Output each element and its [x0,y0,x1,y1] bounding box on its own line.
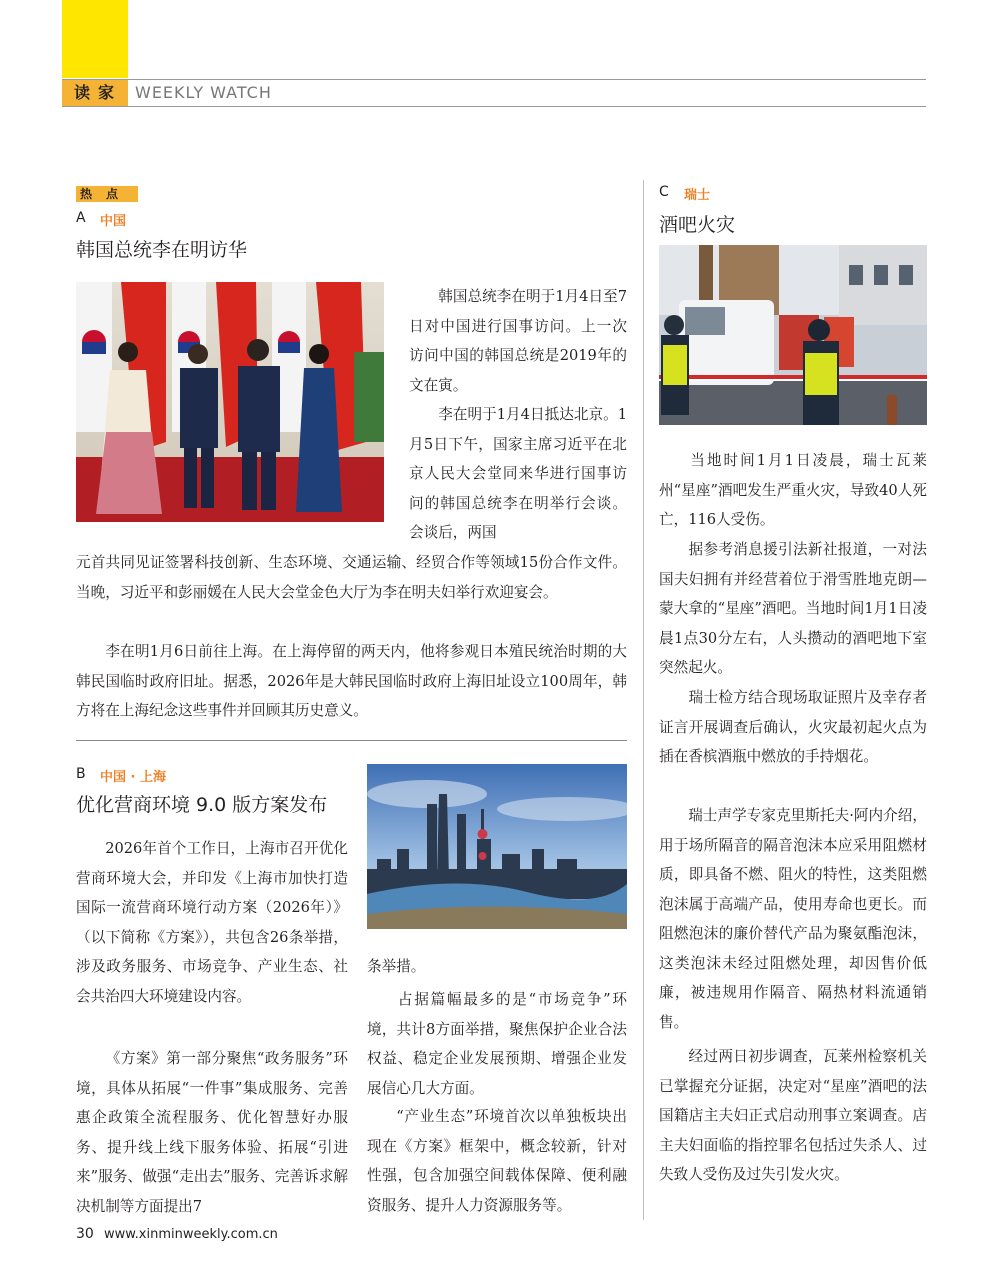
column-divider [643,180,644,1220]
section-a-paragraph-2b: 元首共同见证签署科技创新、生态环境、交通运输、经贸合作等领域15份合作文件。当晚，习近平和彭丽媛在人民大会堂金色大厅为李在明夫妇举行欢迎宴会。 [76,554,627,601]
section-a-letter: A [76,210,86,226]
section-a-paragraph-1: 韩国总统李在明于1月4日至7日对中国进行国事访问。上一次访问中国的韩国总统是2019年的文在寅。 [409,288,627,394]
section-c-paragraph-2: 据参考消息援引法新社报道，一对法国夫妇拥有并经营着位于滑雪胜地克朗—蒙大拿的“星座”酒吧。当地时间1月1日凌晨1点30分左右，人头攒动的酒吧地下室突然起火。 [659,541,927,676]
section-c-paragraph-3: 瑞士检方结合现场取证照片及幸存者证言开展调查后确认，火灾最初起火点为插在香槟酒瓶中燃放的手持烟花。 [659,689,927,765]
column-name-en: WEEKLY WATCH [135,83,272,102]
column-name: 读家 [62,80,128,106]
photo-shanghai-skyline [367,764,627,929]
section-divider [76,740,627,741]
section-a-paragraph-3: 李在明1月6日前往上海。在上海停留的两天内，他将参观日本殖民统治时期的大韩民国临时政府旧址。据悉，2026年是大韩民国临时政府上海旧址设立100周年，韩方将在上海纪念这些事件并回顾其历史意义。 [76,643,627,719]
header-color-block [62,0,128,78]
section-a-paragraph-2a: 李在明于1月4日抵达北京。1月5日下午，国家主席习近平在北京人民大会堂同来华进行国事访问的韩国总统李在明举行会谈。会谈后，两国 [409,406,627,541]
photo-bar-fire-scene [659,245,927,425]
section-b-paragraph-1: 2026年首个工作日，上海市召开优化营商环境大会，并印发《上海市加快打造国际一流营商环境行动方案（2026年）》（以下简称《方案》），共包含26条举措，涉及政务服务、市场竞争、产业生态、社会共治四大环境建设内容。 [76,840,348,1005]
section-b-region: 中国 · 上海 [100,770,166,785]
page-footer [76,1226,278,1242]
hot-badge: 热点 [76,186,138,202]
site-url: www.xinminweekly.com.cn [103,1227,278,1242]
section-c-region: 瑞士 [684,188,711,203]
header-rule-top [62,79,926,80]
section-a-region: 中国 [100,214,127,229]
photo-state-visit [76,282,384,522]
section-b-title: 优化营商环境 9.0 版方案发布 [76,794,328,816]
section-b-paragraph-2-cont: 条举措。 [367,958,426,975]
header-rule-bottom [62,106,926,107]
section-c-paragraph-4: 瑞士声学专家克里斯托夫·阿内介绍，用于场所隔音的隔音泡沫本应采用阻燃材质，即具备不燃、阻火的特性，这类阻燃泡沫属于高端产品，使用寿命也更长。而阻燃泡沫的廉价替代产品为聚氨酯泡沫，这类泡沫未经过阻燃处理，却因售价低廉，被违规用作隔音、隔热材料流通销售。 [659,807,927,1031]
section-b-paragraph-4: “产业生态”环境首次以单独板块出现在《方案》框架中，概念较新，针对性强，包含加强空间载体保障、便利融资服务、提升人力资源服务等。 [367,1108,627,1214]
section-b-paragraph-2: 《方案》第一部分聚焦“政务服务”环境，具体从拓展“一件事”集成服务、完善惠企政策全流程服务、优化智慧好办服务、提升线上线下服务体验、拓展“引进来”服务、做强“走出去”服务、完善诉求解决机制等方面提出7 [76,1050,348,1215]
section-c-title: 酒吧火灾 [659,214,736,236]
section-c-paragraph-5: 经过两日初步调查，瓦莱州检察机关已掌握充分证据，决定对“星座”酒吧的法国籍店主夫妇正式启动刑事立案调查。店主夫妇面临的指控罪名包括过失杀人、过失致人受伤及过失引发火灾。 [659,1048,927,1183]
page-number: 30 [76,1226,94,1242]
section-a-title: 韩国总统李在明访华 [76,239,248,261]
section-b-paragraph-3: 占据篇幅最多的是“市场竞争”环境，共计8方面举措，聚焦保护企业合法权益、稳定企业发展预期、增强企业发展信心几大方面。 [367,991,627,1097]
section-b-letter: B [76,766,86,782]
section-c-paragraph-1: 当地时间1月1日凌晨，瑞士瓦莱州“星座”酒吧发生严重火灾，导致40人死亡，116人受伤。 [659,452,927,528]
section-c-letter: C [659,184,669,200]
